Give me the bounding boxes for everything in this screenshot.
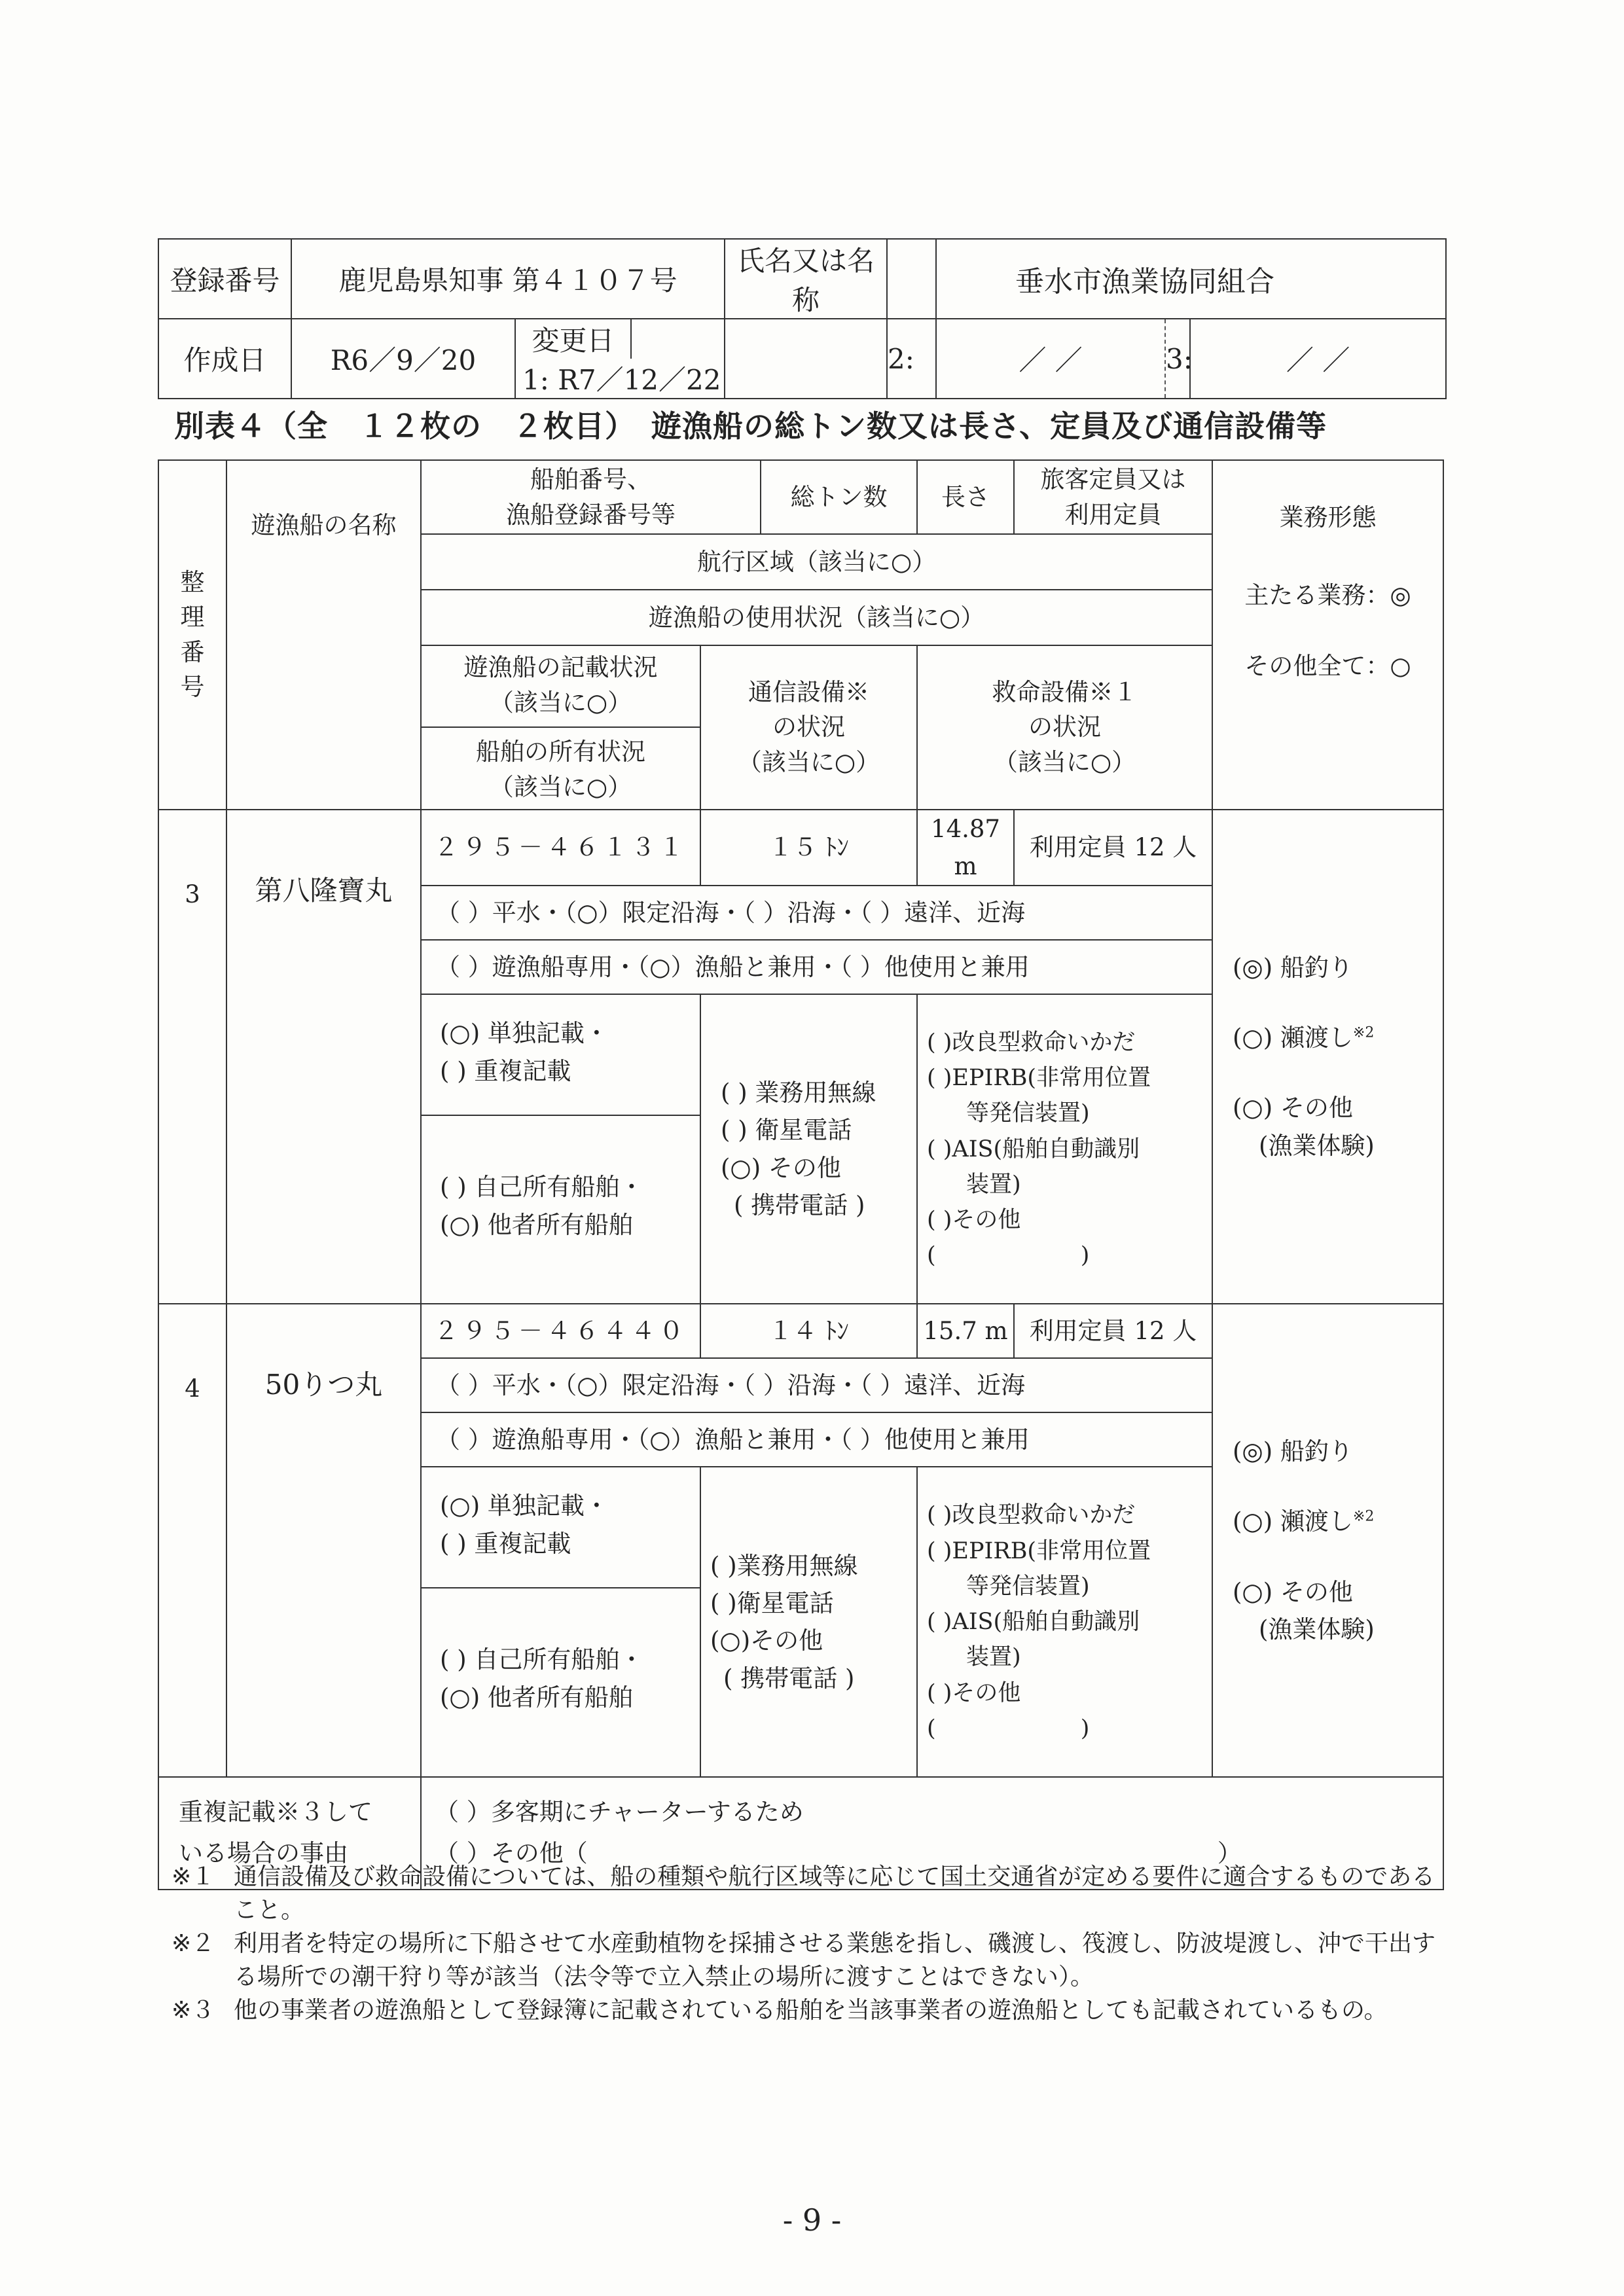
- owner-status: ( ) 自己所有船舶・ (○) 他者所有船舶: [440, 1173, 644, 1239]
- tonnage: １４ ﾄﾝ: [700, 1304, 917, 1358]
- change-date-3-value: ／ ／: [1190, 319, 1446, 399]
- duplicate-reason-label: 重複記載※３して いる場合の事由: [158, 1777, 421, 1890]
- work-type: (◎) 船釣り (○) 瀬渡し$^{※2}$ (○) その他 (漁業体験): [1212, 810, 1443, 1304]
- comm-header: 通信設備※ の状況 （該当に○）: [700, 645, 917, 810]
- tonnage: １５ ﾄﾝ: [700, 810, 917, 886]
- length: 15.7 m: [917, 1304, 1014, 1358]
- footnote-3: ※３ 他の事業者の遊漁船として登録簿に記載されている船舶を当該事業者の遊漁船としても記載されているもの。: [171, 1997, 1388, 2024]
- boat-details-table: [158, 459, 1444, 1890]
- length: 14.87 m: [917, 810, 1014, 886]
- duplicate-option-other: （ ）その他（ ）: [435, 1839, 1242, 1868]
- rescue-equipment: ( )改良型救命いかだ ( )EPIRB(非常用位置 等発信装置) ( )AIS(船舶自動識別 装置) ( )その他 ( ): [917, 994, 1212, 1304]
- boat-name: 第八隆寶丸: [226, 810, 421, 1304]
- footnote-1: ※１ 通信設備及び救命設備については、船の種類や航行区域等に応じて国土交通省が定める要件に適合するものであること。: [171, 1863, 1435, 1924]
- capacity-header: 旅客定員又は 利用定員: [1014, 460, 1212, 534]
- capacity: 利用定員 12 人: [1014, 1304, 1212, 1358]
- area-header: 航行区域（該当に○）: [421, 534, 1212, 590]
- record-status-header: 遊漁船の記載状況 （該当に○）: [422, 646, 700, 728]
- record-owner-header: [421, 645, 700, 810]
- boat-name-header: 遊漁船の名称: [226, 460, 421, 810]
- boat-number: 3: [158, 810, 226, 1304]
- ship-number: ２９５－４６１３１: [421, 810, 700, 886]
- changed-date-label: 変更日: [516, 319, 632, 359]
- navigation-area: （ ）平水・（○）限定沿海・（ ）沿海・（ ）遠洋、近海: [421, 886, 1212, 940]
- table-title: 別表４（全 １２枚の ２枚目） 遊漁船の総トン数又は長さ、定員及び通信設備等: [174, 408, 1327, 444]
- boat-number: 4: [158, 1304, 226, 1777]
- registration-header-table: [158, 238, 1447, 399]
- name-value: 垂水市漁業協同組合: [936, 239, 1446, 319]
- duplicate-option-charter: （ ）多客期にチャーターするため: [435, 1798, 804, 1827]
- comm-equipment: ( ) 業務用無線 ( ) 衛星電話 (○) その他 ( 携帯電話 ): [700, 994, 917, 1304]
- change-date-2-number: 2:: [887, 319, 936, 399]
- seiri-number-header: 整 理 番 号: [158, 460, 226, 810]
- change-date-2-value: ／ ／: [936, 319, 1165, 399]
- footnote-2: ※２ 利用者を特定の場所に下船させて水産動植物を採捕させる業態を指し、磯渡し、筏渡し、防波堤渡し、沖で干出する場所での潮干狩り等が該当（法令等で立入禁止の場所に渡すことはできない）。: [171, 1930, 1436, 1991]
- record-status: (○) 単独記載・ ( ) 重複記載: [422, 1467, 700, 1588]
- created-date-value: R6／9／20: [291, 319, 515, 399]
- capacity: 利用定員 12 人: [1014, 810, 1212, 886]
- name-label: 氏名又は名称: [725, 239, 887, 319]
- owner-status-header: 船舶の所有状況 （該当に○）: [476, 738, 645, 801]
- length-header: 長さ: [917, 460, 1014, 534]
- work-type: (◎) 船釣り (○) 瀬渡し$^{※2}$ (○) その他 (漁業体験): [1212, 1304, 1443, 1777]
- comm-equipment: ( )業務用無線 ( )衛星電話 (○)その他 ( 携帯電話 ): [700, 1467, 917, 1777]
- page-number: - 9 -: [782, 2202, 842, 2238]
- change-date-3-number: 3:: [1165, 319, 1190, 399]
- work-type-header: 業務形態 主たる業務：◎ その他全て：○: [1212, 460, 1443, 810]
- ship-number: ２９５－４６４４０: [421, 1304, 700, 1358]
- boat-name: 50りつ丸: [226, 1304, 421, 1777]
- created-date-label: 作成日: [158, 319, 291, 399]
- boat-usage: （ ）遊漁船専用・（○）漁船と兼用・（ ）他使用と兼用: [421, 940, 1212, 994]
- ship-number-header: 船舶番号、 漁船登録番号等: [421, 460, 761, 534]
- reg-number-value: 鹿児島県知事 第４１０７号: [291, 239, 725, 319]
- reg-number-label: 登録番号: [158, 239, 291, 319]
- tonnage-header: 総トン数: [761, 460, 917, 534]
- change-date-1: 1: R7／12／22: [522, 364, 721, 396]
- record-status: (○) 単独記載・ ( ) 重複記載: [422, 995, 700, 1116]
- navigation-area: （ ）平水・（○）限定沿海・（ ）沿海・（ ）遠洋、近海: [421, 1358, 1212, 1412]
- rescue-equipment: ( )改良型救命いかだ ( )EPIRB(非常用位置 等発信装置) ( )AIS(船舶自動識別 装置) ( )その他 ( ): [917, 1467, 1212, 1777]
- usage-header: 遊漁船の使用状況（該当に○）: [421, 590, 1212, 645]
- footnotes: [171, 1860, 1454, 2028]
- record-owner-status: [421, 994, 700, 1304]
- record-owner-status: [421, 1467, 700, 1777]
- owner-status: ( ) 自己所有船舶・ (○) 他者所有船舶: [440, 1645, 644, 1712]
- boat-usage: （ ）遊漁船専用・（○）漁船と兼用・（ ）他使用と兼用: [421, 1412, 1212, 1467]
- rescue-header: 救命設備※１ の状況 （該当に○）: [917, 645, 1212, 810]
